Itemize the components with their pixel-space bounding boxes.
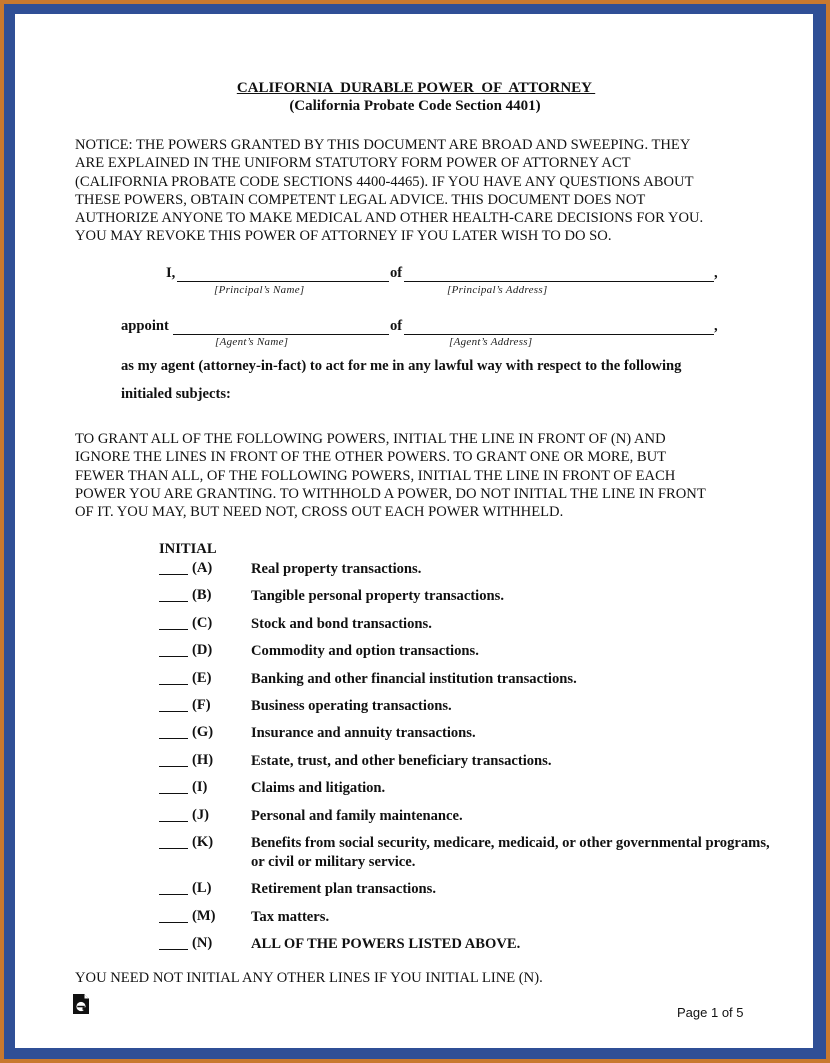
power-description: Retirement plan transactions. xyxy=(251,881,436,897)
grant-line: OF IT. YOU MAY, BUT NEED NOT, CROSS OUT EACH POWER WITHHELD. xyxy=(75,504,564,521)
power-description: Personal and family maintenance. xyxy=(251,808,463,824)
power-description: Tax matters. xyxy=(251,909,330,925)
initial-blank[interactable] xyxy=(159,949,188,950)
power-description: ALL OF THE POWERS LISTED ABOVE. xyxy=(251,936,521,952)
power-letter: (K) xyxy=(192,834,214,850)
power-description: Insurance and annuity transactions. xyxy=(251,725,476,741)
notice-line: THESE POWERS, OBTAIN COMPETENT LEGAL ADVICE. THIS DOCUMENT DOES NOT xyxy=(75,191,646,208)
power-description: Claims and litigation. xyxy=(251,780,386,796)
power-letter: (C) xyxy=(192,615,213,631)
agent-of-label: of xyxy=(390,318,403,334)
footer-note: YOU NEED NOT INITIAL ANY OTHER LINES IF YOU INITIAL LINE (N). xyxy=(75,970,543,986)
initial-blank[interactable] xyxy=(159,738,188,739)
agent-name-field[interactable] xyxy=(173,320,389,335)
document-title: CALIFORNIA DURABLE POWER OF ATTORNEY xyxy=(236,80,596,96)
power-description: Real property transactions. xyxy=(251,561,422,577)
power-letter: (A) xyxy=(192,560,213,576)
document-subtitle: (California Probate Code Section 4401) xyxy=(289,98,541,114)
initial-blank[interactable] xyxy=(159,711,188,712)
power-description: Tangible personal property transactions. xyxy=(251,588,504,604)
power-description: Business operating transactions. xyxy=(251,698,452,714)
principal-prefix: I, xyxy=(166,265,176,281)
principal-address-caption: [Principal’s Address] xyxy=(447,284,548,296)
notice-line: (CALIFORNIA PROBATE CODE SECTIONS 4400-4465). IF YOU HAVE ANY QUESTIONS ABOUT xyxy=(75,173,694,190)
initial-blank[interactable] xyxy=(159,793,188,794)
power-letter: (D) xyxy=(192,642,213,658)
principal-name-field[interactable] xyxy=(177,267,389,282)
power-letter: (H) xyxy=(192,752,214,768)
notice-line: ARE EXPLAINED IN THE UNIFORM STATUTORY FORM POWER OF ATTORNEY ACT xyxy=(75,155,631,172)
power-description: Stock and bond transactions. xyxy=(251,616,432,632)
grant-instructions xyxy=(75,430,765,521)
agent-prefix: appoint xyxy=(121,318,169,334)
power-letter: (N) xyxy=(192,935,213,951)
initial-blank[interactable] xyxy=(159,574,188,575)
power-letter: (L) xyxy=(192,880,212,896)
title-block xyxy=(0,80,830,115)
grant-line: POWER YOU ARE GRANTING. TO WITHHOLD A POWER, DO NOT INITIAL THE LINE IN FRONT xyxy=(75,485,706,502)
principal-address-field[interactable] xyxy=(404,267,714,282)
initial-blank[interactable] xyxy=(159,922,188,923)
power-description: Commodity and option transactions. xyxy=(251,643,479,659)
power-letter: (G) xyxy=(192,724,214,740)
agent-address-caption: [Agent’s Address] xyxy=(449,336,533,348)
notice-line: AUTHORIZE ANYONE TO MAKE MEDICAL AND OTHER HEALTH-CARE DECISIONS FOR YOU. xyxy=(75,210,704,227)
agent-statement-line-2: initialed subjects: xyxy=(121,386,231,402)
power-description: Estate, trust, and other beneficiary transactions. xyxy=(251,753,552,769)
power-letter: (E) xyxy=(192,670,212,686)
page-number: Page 1 of 5 xyxy=(677,1005,744,1020)
power-description: Benefits from social security, medicare, medicaid, or other governmental programs, or civil or military service. xyxy=(251,835,770,870)
initial-blank[interactable] xyxy=(159,629,188,630)
principal-of-label: of xyxy=(390,265,403,281)
grant-line: TO GRANT ALL OF THE FOLLOWING POWERS, INITIAL THE LINE IN FRONT OF (N) AND xyxy=(75,431,666,447)
initial-blank[interactable] xyxy=(159,766,188,767)
eforms-logo-icon xyxy=(72,993,90,1015)
agent-address-field[interactable] xyxy=(404,320,714,335)
initial-blank[interactable] xyxy=(159,684,188,685)
power-letter: (J) xyxy=(192,807,210,823)
agent-suffix: , xyxy=(714,318,718,334)
initial-header: INITIAL xyxy=(159,541,217,557)
grant-line: FEWER THAN ALL, OF THE FOLLOWING POWERS, INITIAL THE LINE IN FRONT OF EACH xyxy=(75,467,676,484)
power-letter: (B) xyxy=(192,587,212,603)
initial-blank[interactable] xyxy=(159,601,188,602)
power-letter: (I) xyxy=(192,779,208,795)
power-description: Banking and other financial institution transactions. xyxy=(251,671,577,687)
agent-statement-line-1: as my agent (attorney-in-fact) to act for me in any lawful way with respect to the following xyxy=(121,358,682,374)
grant-line: IGNORE THE LINES IN FRONT OF THE OTHER POWERS. TO GRANT ONE OR MORE, BUT xyxy=(75,449,667,466)
notice-paragraph xyxy=(75,136,765,246)
initial-blank[interactable] xyxy=(159,848,188,849)
power-letter: (F) xyxy=(192,697,211,713)
notice-line: YOU MAY REVOKE THIS POWER OF ATTORNEY IF YOU LATER WISH TO DO SO. xyxy=(75,228,612,245)
initial-blank[interactable] xyxy=(159,656,188,657)
agent-name-caption: [Agent’s Name] xyxy=(215,336,289,348)
principal-name-caption: [Principal’s Name] xyxy=(214,284,305,296)
notice-line: NOTICE: THE POWERS GRANTED BY THIS DOCUMENT ARE BROAD AND SWEEPING. THEY xyxy=(75,137,691,153)
power-letter: (M) xyxy=(192,908,216,924)
principal-suffix: , xyxy=(714,265,718,281)
initial-blank[interactable] xyxy=(159,894,188,895)
initial-blank[interactable] xyxy=(159,821,188,822)
